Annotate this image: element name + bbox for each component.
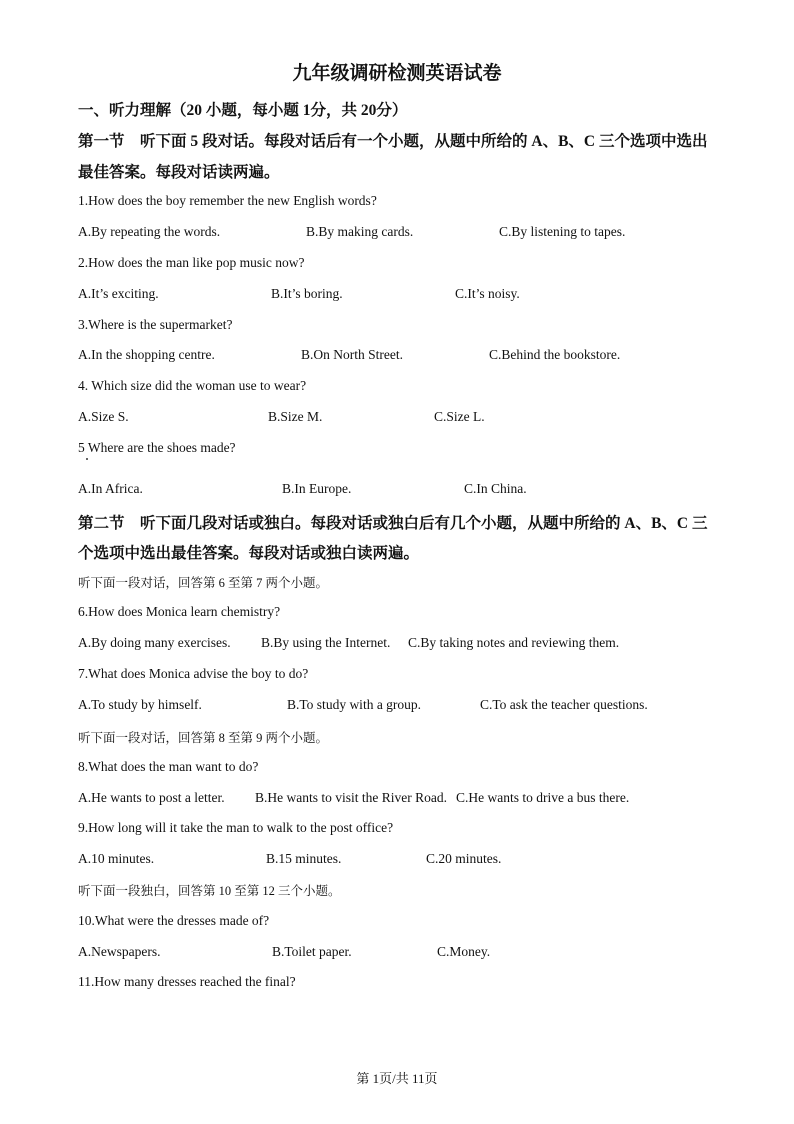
q7-option-c: C.To ask the teacher questions.	[480, 697, 648, 712]
section1-instruction-line1: 第一节 听下面 5 段对话。每段对话后有一个小题，从题中所给的 A、B、C 三个选项中选出	[78, 133, 708, 150]
question-11: 11.How many dresses reached the final?	[78, 974, 296, 989]
question-5: 5 Where are the shoes made?	[78, 440, 236, 455]
q2-option-c: C.It’s noisy.	[455, 286, 520, 301]
q1-option-b: B.By making cards.	[306, 224, 414, 239]
stray-mark	[86, 458, 88, 460]
question-3: 3.Where is the supermarket?	[78, 317, 233, 332]
monologue-note: 听下面一段独白，回答第 10 至第 12 三个小题。	[78, 884, 341, 898]
q8-option-c: C.He wants to drive a bus there.	[456, 790, 630, 805]
page-title: 九年级调研检测英语试卷	[292, 63, 502, 84]
q10-option-c: C.Money.	[437, 944, 491, 959]
question-1: 1.How does the boy remember the new English words?	[78, 193, 377, 208]
q6-option-a: A.By doing many exercises.	[78, 635, 231, 650]
question-7: 7.What does Monica advise the boy to do?	[78, 666, 309, 681]
q6-option-b: B.By using the Internet.	[261, 635, 391, 650]
q4-option-c: C.Size L.	[434, 409, 485, 424]
question-4: 4. Which size did the woman use to wear?	[78, 378, 307, 393]
dialogue-note-1: 听下面一段对话，回答第 6 至第 7 两个小题。	[78, 576, 329, 590]
q7-option-b: B.To study with a group.	[287, 697, 422, 712]
q3-option-b: B.On North Street.	[301, 347, 403, 362]
q6-option-c: C.By taking notes and reviewing them.	[408, 635, 620, 650]
q8-option-a: A.He wants to post a letter.	[78, 790, 225, 805]
q4-option-a: A.Size S.	[78, 409, 129, 424]
part-heading: 一、听力理解（20 小题，每小题 1分，共 20分）	[78, 102, 408, 119]
question-8: 8.What does the man want to do?	[78, 759, 259, 774]
page-footer: 第 1页/共 11页	[356, 1071, 438, 1086]
q9-option-c: C.20 minutes.	[426, 851, 502, 866]
q10-option-b: B.Toilet paper.	[272, 944, 352, 959]
q5-option-b: B.In Europe.	[282, 481, 352, 496]
section1-instruction-line2: 最佳答案。每段对话读两遍。	[78, 164, 280, 181]
q10-option-a: A.Newspapers.	[78, 944, 161, 959]
q2-option-a: A.It’s exciting.	[78, 286, 159, 301]
dialogue-note-2: 听下面一段对话，回答第 8 至第 9 两个小题。	[78, 731, 329, 745]
q7-option-a: A.To study by himself.	[78, 697, 202, 712]
section2-instruction-line1: 第二节 听下面几段对话或独白。每段对话或独白后有几个小题，从题中所给的 A、B、C 三	[78, 515, 708, 532]
q9-option-a: A.10 minutes.	[78, 851, 155, 866]
question-10: 10.What were the dresses made of?	[78, 913, 270, 928]
q8-option-b: B.He wants to visit the River Road.	[255, 790, 447, 805]
question-6: 6.How does Monica learn chemistry?	[78, 604, 281, 619]
q1-option-a: A.By repeating the words.	[78, 224, 221, 239]
question-9: 9.How long will it take the man to walk to the post office?	[78, 820, 394, 835]
question-2: 2.How does the man like pop music now?	[78, 255, 305, 270]
q3-option-c: C.Behind the bookstore.	[489, 347, 621, 362]
q9-option-b: B.15 minutes.	[266, 851, 342, 866]
q4-option-b: B.Size M.	[268, 409, 323, 424]
section2-instruction-line2: 个选项中选出最佳答案。每段对话或独白读两遍。	[78, 545, 420, 562]
q2-option-b: B.It’s boring.	[271, 286, 343, 301]
q3-option-a: A.In the shopping centre.	[78, 347, 215, 362]
q1-option-c: C.By listening to tapes.	[499, 224, 626, 239]
q5-option-a: A.In Africa.	[78, 481, 143, 496]
q5-option-c: C.In China.	[464, 481, 527, 496]
